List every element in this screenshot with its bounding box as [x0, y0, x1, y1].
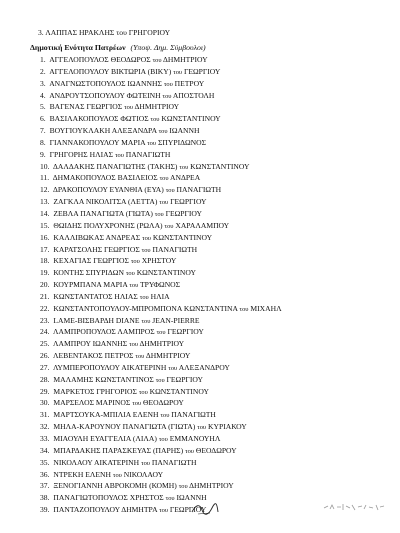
candidate-number: 39. [40, 505, 50, 515]
candidate-name: ΛΥΜΠΕΡΟΠΟΥΛΟΥ ΑΙΚΑΤΕΡΙΝΗ [52, 362, 167, 372]
candidate-number: 27. [40, 362, 50, 372]
candidate-row [40, 504, 282, 516]
candidate-name: ΚΕΧΑΓΙΑΣ ΓΕΩΡΓΙΟΣ [53, 256, 129, 266]
candidate-name: ΚΩΝΣΤΑΝΤΟΠΟΥΛΟΥ-ΜΠΡΟΜΠΟΝΑ ΚΩΝΣΤΑΝΤΙΝΑ [53, 303, 238, 313]
candidate-connector: του [138, 388, 148, 396]
candidate-name: ΓΡΗΓΟΡΗΣ ΗΛΙΑΣ [49, 149, 114, 159]
candidate-patronym: ΑΛΕΞΑΝΔΡΟΥ [178, 362, 230, 372]
candidate-patronym: ΠΑΝΑΓΙΩΤΗ [171, 410, 216, 420]
candidate-row [40, 303, 282, 315]
candidate-row [40, 338, 282, 350]
candidate-connector: του [158, 128, 168, 136]
candidate-number: 2. [40, 66, 46, 76]
candidate-name: ΝΙΚΟΛΑΟΥ ΑΙΚΑΤΕΡΙΝΗ [53, 457, 140, 467]
candidate-row [40, 374, 282, 386]
candidate-connector: του [150, 116, 160, 124]
candidate-connector: του [158, 436, 168, 443]
entry-name: ΛΑΠΠΑΣ ΗΡΑΚΛΗΣ [45, 28, 115, 37]
candidate-name: ΚΟΥΡΜΠΑΝΑ ΜΑΡΙΑ [53, 280, 128, 290]
candidate-name: ΒΟΥΓΙΟΥΚΛΑΚΗ ΑΛΕΞΑΝΔΡΑ [49, 126, 157, 136]
candidate-row [40, 113, 282, 125]
candidate-row [40, 196, 282, 208]
candidate-connector: του [178, 483, 188, 491]
candidate-row [40, 244, 282, 256]
candidate-number: 9. [40, 149, 46, 159]
candidate-connector: του [185, 447, 194, 455]
candidate-row [40, 137, 282, 149]
candidate-number: 26. [40, 351, 50, 361]
candidate-patronym: ΘΕΟΔΩΡΟΥ [195, 445, 237, 455]
candidate-row [40, 326, 282, 338]
candidate-name: ΠΑΝΤΑΖΟΠΟΥΛΟΥ ΔΗΜΗΤΡΑ [53, 505, 158, 515]
candidate-name: ΛΑΜΠΡΟΥ ΙΩΑΝΝΗΣ [52, 339, 128, 349]
candidate-patronym: ΓΕΩΡΓΙΟΥ [167, 327, 204, 337]
entry-patronym: ΓΡΗΓΟΡΙΟΥ [128, 28, 171, 37]
candidate-row [40, 409, 282, 421]
candidate-number: 33. [40, 434, 50, 443]
candidate-number: 3. [40, 78, 46, 88]
candidate-connector: του [155, 376, 165, 384]
handwritten-mark [190, 500, 220, 518]
candidate-number: 13. [40, 197, 50, 207]
candidate-name: ΜΗΛΑ-ΚΑΡΟΥΝΟΥ ΠΑΝΑΓΙΩΤΑ (ΓΙΩΤΑ) [53, 422, 196, 432]
candidate-name: ΔΑΛΔΑΚΗΣ ΠΑΝΑΓΙΩΤΗΣ (ΤΑΚΗΣ) [52, 161, 178, 171]
candidate-row [40, 362, 282, 374]
candidate-number: 12. [40, 185, 50, 195]
candidate-row [40, 291, 282, 303]
candidate-number: 24. [40, 327, 50, 337]
candidate-number: 8. [40, 137, 46, 147]
candidate-row [40, 66, 282, 78]
candidate-connector: του [162, 92, 172, 100]
candidate-row [40, 255, 282, 267]
candidate-connector: του [141, 317, 151, 325]
candidate-patronym: ΑΝΔΡΕΑ [169, 173, 201, 183]
candidate-connector: του [173, 68, 183, 76]
candidate-connector: του [165, 495, 175, 503]
candidate-name: ΞΕΝΟΓΙΑΝΝΗ ΑΒΡΟΚΟΜΗ (ΚΟΜΗ) [53, 481, 177, 491]
candidate-name: ΓΙΑΝΝΑΚΟΠΟΥΛΟΥ ΜΑΡΙΑ [49, 137, 146, 147]
candidate-connector: του [159, 199, 169, 207]
candidate-connector: του [129, 341, 139, 349]
candidate-patronym: ΚΥΡΙΑΚΟΥ [208, 422, 247, 432]
candidate-name: ΑΓΓΕΛΟΠΟΥΛΟΥ ΒΙΚΤΩΡΙΑ (ΒΙΚΥ) [49, 66, 172, 76]
candidate-patronym: ΤΡΥΦΩΝΟΣ [140, 280, 181, 290]
candidate-connector: του [135, 353, 145, 361]
candidate-connector: του [129, 282, 139, 290]
candidate-name: ΒΑΣΙΛΑΚΟΠΟΥΛΟΣ ΦΩΤΙΟΣ [49, 114, 149, 124]
candidate-connector: του [139, 293, 149, 301]
candidate-row [40, 54, 282, 66]
candidate-name: ΝΤΡΕΚΗ ΕΛΕΝΗ [53, 469, 112, 479]
candidate-row [40, 480, 282, 492]
candidate-patronym: ΚΩΝΣΤΑΝΤΙΝΟΥ [161, 114, 221, 124]
candidate-patronym: ΝΙΚΟΛΑΟΥ [123, 469, 164, 479]
stamp-mark [322, 500, 386, 514]
candidate-name: ΑΝΔΡΟΥΤΣΟΠΟΥΛΟΥ ΦΩΤΕΙΝΗ [49, 90, 161, 100]
candidate-row [40, 172, 282, 184]
candidate-connector: του [132, 400, 142, 408]
candidate-name: ΒΑΓΕΝΑΣ ΓΕΩΡΓΙΟΣ [49, 102, 123, 112]
candidate-name: ΔΗΜΑΚΟΠΟΥΛΟΣ ΒΑΣΙΛΕΙΟΣ [52, 173, 158, 183]
candidate-row [40, 421, 282, 433]
candidate-connector: του [159, 507, 168, 515]
candidate-row [40, 350, 282, 362]
candidate-connector: του [130, 258, 140, 266]
candidate-number: 18. [40, 256, 50, 266]
candidate-connector: του [147, 139, 157, 147]
candidate-number: 36. [40, 469, 50, 479]
section-heading [30, 43, 206, 52]
candidate-connector: του [159, 175, 169, 183]
candidate-number: 20. [40, 280, 50, 290]
candidate-row [40, 492, 282, 504]
candidate-number: 22. [40, 303, 50, 313]
candidate-number: 6. [40, 114, 46, 124]
candidate-number: 37. [40, 481, 50, 491]
candidate-number: 17. [40, 244, 50, 254]
candidate-name: ΚΟΝΤΗΣ ΣΠΥΡΙΔΩΝ [53, 268, 124, 278]
candidate-patronym: ΚΩΝΣΤΑΝΤΙΝΟΥ [136, 268, 196, 278]
candidate-connector: του [141, 459, 150, 467]
candidate-number: 11. [40, 173, 50, 183]
candidate-name: ΜΑΛΑΜΗΣ ΚΩΝΣΤΑΝΤΙΝΟΣ [53, 374, 154, 384]
candidate-connector: του [114, 151, 124, 159]
candidate-patronym: ΙΩΑΝΝΗ [176, 493, 207, 503]
candidate-connector: του [239, 305, 249, 313]
entry-connector: του [116, 28, 127, 37]
candidate-patronym: ΔΗΜΗΤΡΙΟΥ [145, 351, 191, 361]
candidate-name: ΚΑΡΑΤΣΟΛΗΣ ΓΕΩΡΓΙΟΣ [53, 244, 140, 254]
candidate-name: ΜΠΑΡΔΑΚΗΣ ΠΑΡΑΣΚΕΥΑΣ (ΠΑΡΗΣ) [53, 445, 184, 455]
candidate-patronym: ΠΑΝΑΓΙΩΤΗ [125, 149, 171, 159]
candidate-patronym: ΚΩΝΣΤΑΝΤΙΝΟΥ [149, 386, 209, 396]
candidate-name: ΜΑΡΚΕΤΟΣ ΓΡΗΓΟΡΙΟΣ [53, 386, 137, 396]
candidate-patronym: ΣΠΥΡΙΔΩΝΟΣ [157, 137, 207, 147]
candidate-name: ΚΑΛΛΙΒΩΚΑΣ ΑΝΔΡΕΑΣ [53, 232, 141, 242]
candidate-patronym: ΓΕΩΡΓΙΟΥ [183, 66, 221, 76]
candidate-name: ΘΩΙΔΗΣ ΠΟΛΥΧΡΟΝΗΣ (ΡΩΛΑ) [53, 220, 163, 230]
candidate-name: ΜΑΡΤΣΟΥΚΑ-ΜΠΙΛΙΑ ΕΛΕΝΗ [53, 410, 159, 420]
candidate-number: 7. [40, 126, 46, 136]
candidate-row [40, 149, 282, 161]
candidate-connector: του [197, 424, 207, 432]
candidate-row [40, 232, 282, 244]
candidate-row [40, 397, 282, 409]
candidate-patronym: ΜΙΧΑΗΛ [250, 303, 282, 313]
candidate-patronym: ΚΩΝΣΤΑΝΤΙΝΟΥ [152, 232, 213, 242]
candidate-patronym: ΕΜΜΑΝΟΥΗΛ [169, 434, 221, 443]
candidate-connector: του [163, 80, 173, 88]
candidate-connector: του [179, 163, 189, 171]
candidate-patronym: ΓΕΩΡΓΙΟΥ [169, 505, 207, 515]
candidate-name: ΜΑΡΣΕΛΟΣ ΜΑΡΙΝΟΣ [53, 398, 131, 408]
candidate-number: 38. [40, 493, 50, 503]
candidate-number: 5. [40, 102, 46, 112]
candidate-number: 15. [40, 220, 50, 230]
candidate-number: 30. [40, 398, 50, 408]
entry-number: 3. [38, 28, 44, 37]
candidate-row [40, 78, 282, 90]
candidate-patronym: JEAN-PIERRE [152, 315, 200, 325]
candidate-number: 21. [40, 291, 50, 301]
candidate-row [40, 220, 282, 232]
candidate-patronym: ΔΗΜΗΤΡΙΟΥ [139, 339, 185, 349]
candidate-row [40, 386, 282, 398]
section-title: Δημοτική Ενότητα Πατρέων [30, 43, 126, 52]
candidate-row [40, 445, 282, 457]
candidate-number: 14. [40, 208, 50, 218]
candidate-name: ΑΓΓΕΛΟΠΟΥΛΟΣ ΘΕΟΔΩΡΟΣ [49, 55, 151, 64]
candidate-name: ΛΕΒΕΝΤΑΚΟΣ ΠΕΤΡΟΣ [52, 351, 134, 361]
candidate-patronym: ΔΗΜΗΤΡΙΟΥ [163, 55, 208, 64]
candidate-number: 4. [40, 90, 46, 100]
candidate-name: ΑΝΑΓΝΩΣΤΟΠΟΥΛΟΣ ΙΩΑΝΝΗΣ [49, 78, 162, 88]
candidate-row [40, 315, 282, 327]
candidate-number: 23. [40, 315, 50, 325]
candidate-row [40, 279, 282, 291]
candidate-patronym: ΚΩΝΣΤΑΝΤΙΝΟΥ [190, 161, 250, 171]
candidate-name: ΖΕΒΛΑ ΠΑΝΑΓΙΩΤΑ (ΓΙΩΤΑ) [53, 208, 153, 218]
candidate-row [40, 161, 282, 173]
candidate-number: 25. [40, 339, 50, 349]
candidate-row [40, 101, 282, 113]
candidate-number: 35. [40, 457, 50, 467]
candidate-row [40, 433, 282, 445]
candidate-name: LAME-ΒΙΣΒΑΡΔΗ DIANE [53, 315, 140, 325]
candidate-row [40, 469, 282, 481]
candidate-connector: του [125, 270, 135, 278]
candidate-patronym: ΓΕΩΡΓΙΟΥ [165, 208, 202, 218]
candidate-patronym: ΧΑΡΑΛΑΜΠΟΥ [175, 220, 230, 230]
candidate-connector: του [142, 234, 151, 242]
candidate-name: ΔΡΑΚΟΠΟΥΛΟΥ ΕΥΑΝΘΙΑ (ΕΥΑ) [52, 185, 164, 195]
candidate-number: 29. [40, 386, 50, 396]
section-subtitle: (Υποψ. Δημ. Σύμβουλοι) [130, 43, 206, 52]
candidate-row [40, 267, 282, 279]
candidate-row [40, 90, 282, 102]
candidate-patronym: ΔΗΜΗΤΡΙΟΥ [189, 481, 234, 491]
candidate-patronym: ΠΑΝΑΓΙΩΤΗ [151, 457, 197, 467]
candidate-name: ΛΑΜΠΡΟΠΟΥΛΟΣ ΛΑΜΠΡΟΣ [52, 327, 155, 337]
candidate-number: 31. [40, 410, 50, 420]
candidate-patronym: ΓΕΩΡΓΙΟΥ [170, 197, 207, 207]
candidate-connector: του [165, 187, 175, 195]
candidate-number: 34. [40, 445, 50, 455]
candidate-connector: του [160, 412, 170, 420]
candidate-number: 32. [40, 422, 50, 432]
candidate-patronym: ΧΡΗΣΤΟΥ [141, 256, 177, 266]
candidate-number: 10. [40, 161, 50, 171]
candidate-connector: του [164, 222, 174, 230]
candidate-row [40, 208, 282, 220]
candidate-connector: του [141, 246, 151, 254]
candidate-patronym: ΠΑΝΑΓΙΩΤΗ [176, 185, 222, 195]
candidate-connector: του [168, 364, 178, 372]
candidate-row [40, 457, 282, 469]
candidate-connector: του [154, 210, 164, 218]
candidate-patronym: ΘΕΟΔΩΡΟΥ [143, 398, 184, 408]
candidate-patronym: ΗΛΙΑ [150, 291, 170, 301]
candidate-connector: του [152, 57, 162, 64]
candidate-row [40, 184, 282, 196]
candidate-patronym: ΔΗΜΗΤΡΙΟΥ [134, 102, 180, 112]
candidate-patronym: ΠΑΝΑΓΙΩΤΗ [152, 244, 198, 254]
candidate-list [40, 54, 282, 516]
candidate-patronym: ΠΕΤΡΟΥ [174, 78, 205, 88]
candidate-name: ΚΩΝΣΤΑΝΤΑΤΟΣ ΗΛΙΑΣ [53, 291, 138, 301]
candidate-name: ΖΑΓΚΛΑ ΝΙΚΟΛΙΤΣΑ (ΛΕΤΤΑ) [53, 197, 158, 207]
candidate-connector: του [112, 471, 122, 479]
candidate-number: 1. [40, 55, 46, 64]
candidate-number: 16. [40, 232, 50, 242]
candidate-patronym: ΑΠΟΣΤΟΛΗ [172, 90, 215, 100]
candidate-name: ΜΙΑΟΥΛΗ ΕΥΑΓΓΕΛΙΑ (ΛΙΛΑ) [53, 434, 157, 443]
candidate-number: 19. [40, 268, 50, 278]
candidate-connector: του [124, 104, 134, 112]
candidate-name: ΠΑΝΑΓΙΩΤΟΠΟΥΛΟΣ ΧΡΗΣΤΟΣ [53, 493, 164, 503]
candidate-row [40, 125, 282, 137]
candidate-patronym: ΓΕΩΡΓΙΟΥ [166, 374, 203, 384]
candidate-connector: του [156, 329, 166, 337]
previous-list-entry [38, 28, 170, 37]
candidate-patronym: ΙΩΑΝΝΗ [169, 126, 200, 136]
candidate-number: 28. [40, 374, 50, 384]
